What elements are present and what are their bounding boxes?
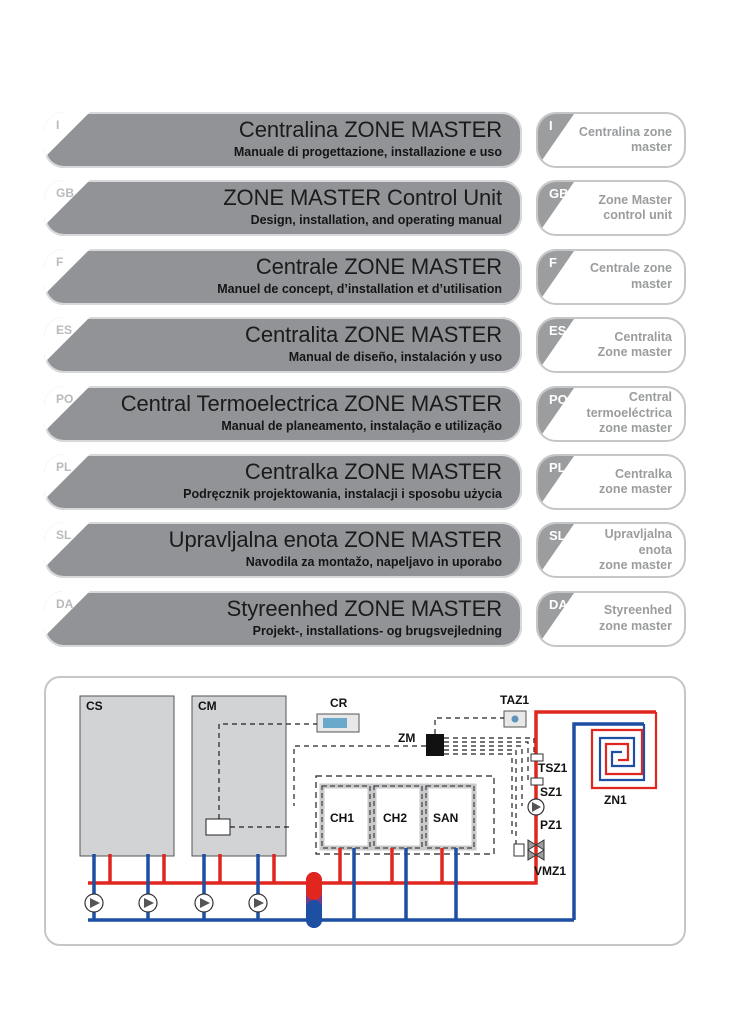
manual-subtitle: Manuale di progettazione, installazione e uso: [233, 145, 502, 159]
language-code: ES: [56, 323, 73, 338]
language-code: F: [56, 254, 64, 269]
language-code: I: [56, 118, 60, 132]
sz1-sensor: [531, 778, 543, 785]
tsz1-sensor: [531, 754, 543, 761]
manual-title: Centrale ZONE MASTER: [255, 253, 502, 279]
language-code: SL: [56, 528, 72, 543]
language-code: SL: [549, 528, 566, 544]
language-code: I: [549, 118, 553, 133]
short-title-line: zone master: [599, 421, 672, 436]
short-title-line: zone master: [599, 618, 672, 633]
title-banner: [44, 522, 522, 578]
short-title-tab: [536, 522, 686, 578]
language-code: PO: [549, 391, 568, 407]
language-code: ES: [549, 323, 567, 339]
short-title: [562, 319, 672, 371]
short-title-line: Central: [628, 390, 672, 405]
manual-subtitle: Podręcznik projektowania, instalacji i sposobu użycia: [183, 487, 502, 501]
manual-title: Centralita ZONE MASTER: [245, 322, 502, 348]
manual-subtitle: Projekt-, installations- og brugsvejledning: [252, 623, 502, 638]
cs-label: CS: [86, 699, 103, 713]
title-banner: [44, 386, 522, 442]
short-title-line: Upravljalna: [604, 527, 672, 542]
cm-label: CM: [198, 699, 217, 713]
short-title-line: enota: [638, 542, 672, 557]
title-banner: [44, 454, 522, 510]
zm-label: ZM: [398, 731, 416, 745]
short-title-tab: [536, 317, 686, 373]
language-code: PL: [56, 460, 72, 474]
taz1-label: TAZ1: [500, 693, 530, 707]
short-title-line: Centralita: [614, 329, 672, 344]
corner-decoration: [44, 112, 90, 158]
corner-decoration: [44, 249, 90, 295]
language-code: PO: [56, 391, 74, 406]
manual-subtitle: Manuel de concept, d’installation et d’utilisation: [217, 281, 502, 296]
short-title: [562, 114, 672, 166]
pz1-label: PZ1: [540, 818, 563, 832]
language-row: [0, 522, 730, 584]
language-row: [0, 249, 730, 311]
short-title-tab: [536, 591, 686, 647]
short-title-line: Zone master: [597, 345, 672, 360]
title-banner: [44, 249, 522, 305]
short-title-tab: [536, 180, 686, 236]
cr-label: CR: [330, 696, 348, 710]
language-code: PL: [549, 460, 566, 475]
short-title: [562, 182, 672, 234]
language-code: DA: [549, 596, 568, 612]
system-diagram: [44, 676, 686, 946]
language-row: [0, 386, 730, 448]
tsz1-label: TSZ1: [538, 761, 568, 775]
short-title-line: termoeléctrica: [586, 405, 672, 420]
short-title-line: Centrale zone: [590, 261, 672, 276]
zn1-label: ZN1: [604, 793, 627, 807]
manual-title: ZONE MASTER Control Unit: [223, 185, 502, 211]
manual-subtitle: Manual de planeamento, instalação e utilização: [221, 418, 502, 433]
short-title-line: Centralka: [615, 466, 672, 481]
short-title-line: zone master: [599, 558, 672, 573]
short-title: [562, 593, 672, 645]
zm-module: [426, 734, 444, 756]
title-banner: [44, 180, 522, 236]
manual-subtitle: Design, installation, and operating manual: [250, 213, 502, 228]
short-title-tab: [536, 112, 686, 168]
cs-unit: [80, 696, 174, 856]
san-label: SAN: [433, 811, 459, 825]
language-code: DA: [56, 596, 74, 611]
short-title: [562, 251, 672, 303]
short-title-line: Centralina zone: [578, 124, 672, 139]
cm-control-box: [206, 819, 230, 835]
manual-title: Centralka ZONE MASTER: [244, 459, 502, 484]
manual-title: Styreenhed ZONE MASTER: [226, 595, 502, 621]
manual-subtitle: Navodila za montažo, napeljavo in uporabo: [245, 555, 502, 570]
boiler-pumps: [85, 894, 267, 912]
short-title: [562, 524, 672, 576]
manual-title: Upravljalna enota ZONE MASTER: [168, 527, 502, 553]
language-row: [0, 112, 730, 174]
short-title-tab: [536, 386, 686, 442]
short-title-line: Styreenhed: [603, 603, 672, 618]
short-title-line: zone master: [599, 482, 672, 496]
short-title-tab: [536, 249, 686, 305]
language-row: [0, 180, 730, 242]
sz1-label: SZ1: [540, 785, 563, 799]
language-row: [0, 317, 730, 379]
ch2-label: CH2: [383, 811, 408, 825]
language-row: [0, 454, 730, 516]
short-title-line: Zone Master: [598, 192, 672, 207]
short-title-line: master: [631, 140, 672, 154]
short-title-tab: [536, 454, 686, 510]
manual-title: Central Termoelectrica ZONE MASTER: [120, 390, 502, 416]
manual-subtitle: Manual de diseño, instalación y uso: [288, 350, 502, 365]
title-banner: [44, 112, 522, 168]
title-banner: [44, 317, 522, 373]
title-banner: [44, 591, 522, 647]
language-row: [0, 591, 730, 653]
short-title-line: control unit: [603, 208, 672, 223]
short-title-line: master: [631, 276, 672, 291]
language-code: F: [549, 254, 557, 270]
language-code: GB: [549, 186, 569, 202]
short-title: [562, 456, 672, 508]
manual-title: Centralina ZONE MASTER: [238, 117, 502, 142]
language-code: GB: [56, 186, 74, 201]
ch1-label: CH1: [330, 811, 355, 825]
vmz1-label: VMZ1: [534, 864, 567, 878]
short-title: [562, 388, 672, 440]
